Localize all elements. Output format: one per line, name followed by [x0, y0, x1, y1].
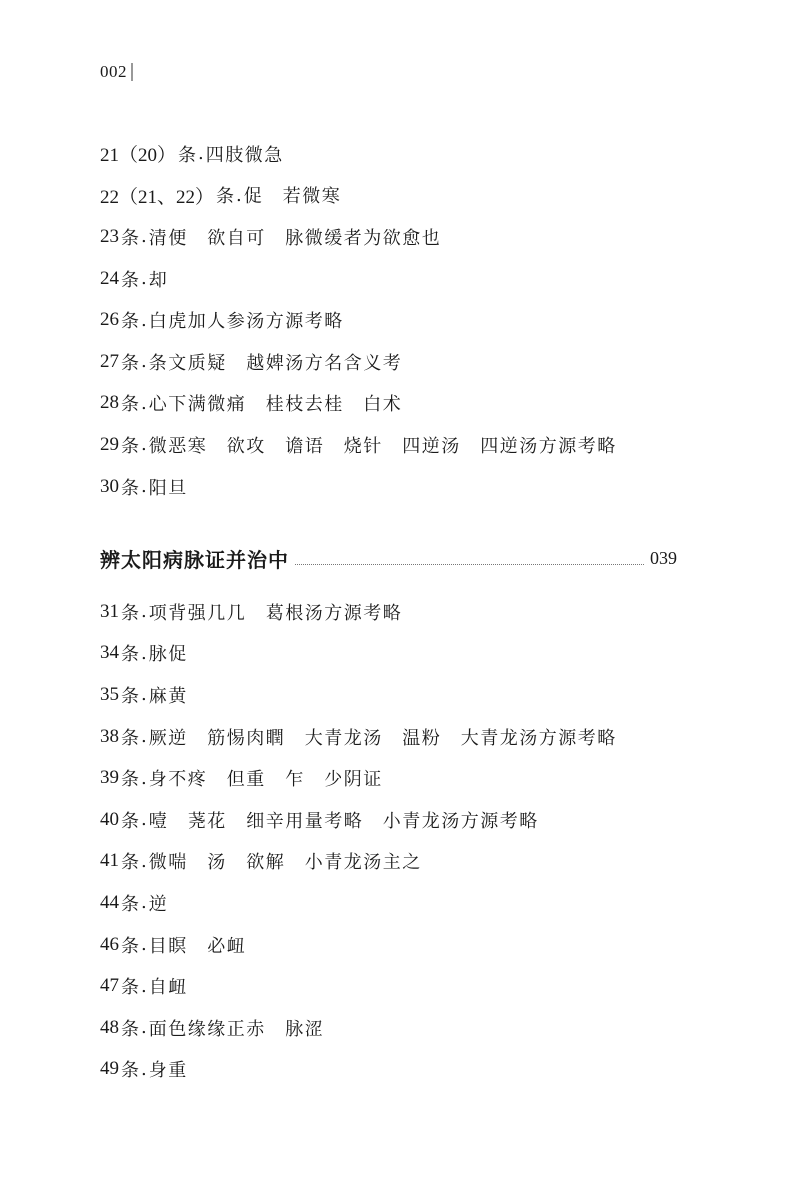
entry-suffix: 条: [121, 727, 139, 749]
entry-separator: .: [141, 434, 147, 456]
entry-number: 23: [100, 225, 119, 247]
entry-number: 44: [100, 891, 119, 913]
entry-row[interactable]: [100, 175, 680, 217]
entry-terms: 阳旦: [148, 477, 188, 499]
entry-suffix: 条: [121, 852, 139, 874]
entry-suffix: 条: [121, 311, 139, 333]
section-title: 辨太阳病脉证并治中: [100, 547, 289, 572]
entry-separator: .: [141, 767, 147, 789]
entry-suffix: 条: [121, 602, 139, 624]
dot-leader: [295, 564, 644, 565]
entry-number: 30: [100, 475, 119, 497]
entry-suffix: 条: [121, 435, 139, 457]
entry-terms: 四肢微急: [205, 144, 284, 166]
entry-row[interactable]: [100, 424, 680, 466]
entry-terms: 微喘 汤 欲解 小青龙汤主之: [148, 852, 422, 874]
entry-separator: .: [141, 726, 147, 748]
entry-row[interactable]: [100, 299, 680, 341]
entry-number: 40: [100, 808, 119, 830]
entry-row[interactable]: [100, 133, 680, 175]
entry-separator: .: [198, 143, 204, 165]
entry-suffix: 条: [121, 935, 139, 957]
entry-separator: .: [141, 809, 147, 831]
entry-number: 49: [100, 1058, 119, 1080]
entry-separator: .: [141, 1058, 147, 1080]
page-number-divider: [131, 63, 133, 81]
entry-separator: .: [141, 601, 147, 623]
entry-separator: .: [141, 934, 147, 956]
entry-number: 46: [100, 933, 119, 955]
entry-terms: 目瞑 必衄: [148, 935, 247, 957]
entry-separator: .: [236, 184, 242, 206]
entry-terms: 麻黄: [148, 685, 188, 707]
entry-number: 24: [100, 267, 119, 289]
entry-number: 29: [100, 433, 119, 455]
entry-row[interactable]: [100, 341, 680, 383]
entry-suffix: 条: [121, 685, 139, 707]
page-number: [100, 62, 133, 82]
entry-suffix: 条: [121, 769, 139, 791]
entry-row[interactable]: [100, 258, 680, 300]
entry-terms: 项背强几几 葛根汤方源考略: [148, 602, 403, 624]
entry-terms: 心下满微痛 桂枝去桂 白术: [148, 394, 403, 416]
entry-row[interactable]: [100, 466, 680, 508]
entry-row[interactable]: [100, 965, 680, 1007]
entry-suffix: 条: [121, 977, 139, 999]
entry-number: 34: [100, 642, 119, 664]
entry-row[interactable]: [100, 799, 680, 841]
entry-number: 47: [100, 975, 119, 997]
entry-suffix: 条: [178, 144, 197, 166]
entry-row[interactable]: [100, 882, 680, 924]
entry-row[interactable]: [100, 591, 680, 633]
entry-number: 38: [100, 725, 119, 747]
entry-suffix: 条: [216, 186, 235, 208]
entry-terms: 条文质疑 越婢汤方名含义考: [148, 352, 403, 374]
entry-terms: 逆: [148, 893, 169, 915]
entry-separator: .: [141, 684, 147, 706]
entry-terms: 噎 荛花 细辛用量考略 小青龙汤方源考略: [148, 810, 539, 832]
entry-number: 22（21、22）: [100, 186, 215, 208]
section-page-number: 039: [650, 547, 677, 568]
section-heading[interactable]: [100, 540, 677, 576]
entry-number: 31: [100, 600, 119, 622]
entry-suffix: 条: [121, 644, 139, 666]
entry-separator: .: [141, 1017, 147, 1039]
entry-separator: .: [141, 975, 147, 997]
page-number-text: 002: [100, 62, 127, 81]
entry-separator: .: [141, 642, 147, 664]
entry-separator: .: [141, 309, 147, 331]
entry-row[interactable]: [100, 924, 680, 966]
entry-terms: 面色缘缘正赤 脉涩: [148, 1018, 325, 1040]
entry-row[interactable]: [100, 716, 680, 758]
entry-row[interactable]: [100, 757, 680, 799]
entry-number: 48: [100, 1016, 119, 1038]
entry-terms: 清便 欲自可 脉微缓者为欲愈也: [148, 227, 442, 249]
entry-number: 39: [100, 767, 119, 789]
entry-number: 26: [100, 309, 119, 331]
entry-terms: 身重: [148, 1060, 188, 1082]
entry-terms: 促 若微寒: [243, 186, 342, 208]
entry-suffix: 条: [121, 810, 139, 832]
entry-terms: 自衄: [148, 977, 188, 999]
entry-terms: 白虎加人参汤方源考略: [148, 311, 344, 333]
entry-suffix: 条: [121, 227, 139, 249]
entry-suffix: 条: [121, 269, 139, 291]
entry-number: 28: [100, 392, 119, 414]
entry-suffix: 条: [121, 1060, 139, 1082]
entry-suffix: 条: [121, 1018, 139, 1040]
entry-row[interactable]: [100, 674, 680, 716]
entry-terms: 却: [148, 269, 169, 291]
entry-row[interactable]: [100, 216, 680, 258]
entry-row[interactable]: [100, 1007, 680, 1049]
entry-separator: .: [141, 351, 147, 373]
entry-suffix: 条: [121, 893, 139, 915]
entry-terms: 厥逆 筋惕肉瞤 大青龙汤 温粉 大青龙汤方源考略: [148, 727, 617, 749]
entry-row[interactable]: [100, 841, 680, 883]
entry-row[interactable]: [100, 633, 680, 675]
entry-separator: .: [141, 392, 147, 414]
entry-terms: 微恶寒 欲攻 谵语 烧针 四逆汤 四逆汤方源考略: [148, 435, 617, 457]
entry-suffix: 条: [121, 352, 139, 374]
entry-number: 21（20）: [100, 145, 177, 167]
entry-separator: .: [141, 226, 147, 248]
entry-separator: .: [141, 476, 147, 498]
entry-separator: .: [141, 850, 147, 872]
entry-list-group-1: [100, 133, 680, 507]
entry-number: 27: [100, 350, 119, 372]
entry-terms: 身不疼 但重 乍 少阴证: [148, 769, 383, 791]
entry-separator: .: [141, 268, 147, 290]
entry-row[interactable]: [100, 383, 680, 425]
entry-suffix: 条: [121, 394, 139, 416]
entry-row[interactable]: [100, 1049, 680, 1091]
entry-terms: 脉促: [148, 644, 188, 666]
entry-separator: .: [141, 892, 147, 914]
entry-list-group-2: [100, 591, 680, 1090]
entry-number: 41: [100, 850, 119, 872]
entry-number: 35: [100, 683, 119, 705]
entry-suffix: 条: [121, 477, 139, 499]
